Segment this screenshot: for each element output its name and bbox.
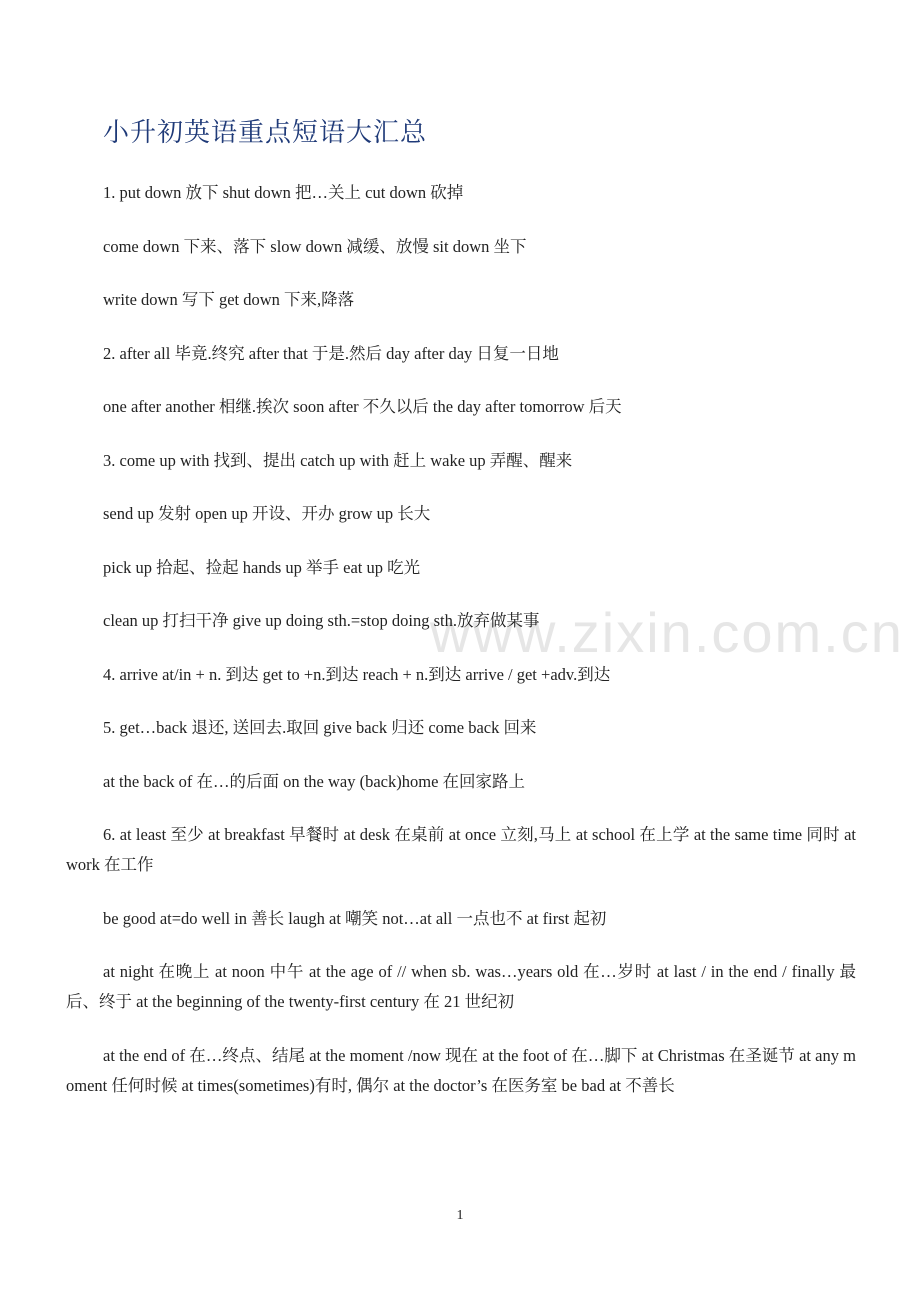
paragraph: come down 下来、落下 slow down 减缓、放慢 sit down 坐下 [103, 236, 527, 256]
paragraph: 1. put down 放下 shut down 把…关上 cut down 砍掉 [103, 183, 464, 202]
paragraph: be good at=do well in 善长 laugh at 嘲笑 not…at all 一点也不 at first 起初 [103, 908, 607, 928]
paragraph: one after another 相继.挨次 soon after 不久以后 the day after tomorrow 后天 [103, 397, 622, 416]
paragraph: at the end of 在…终点、结尾 at the moment /now 现在 at the foot of 在…脚下 at Christmas 在圣诞节 at any moment 任何时候 at times(sometimes)有时, 偶尔 at the doctor’s 在医务室 be bad at 不善长 [66, 1045, 856, 1095]
paragraph: clean up 打扫干净 give up doing sth.=stop doing sth.放弃做某事 [103, 611, 540, 630]
paragraph: send up 发射 open up 开设、开办 grow up 长大 [103, 504, 431, 523]
paragraph: 2. after all 毕竟.终究 after that 于是.然后 day after day 日复一日地 [103, 343, 559, 363]
watermark: www.zixin.com.cn [430, 601, 904, 664]
page-title: 小升初英语重点短语大汇总 [103, 118, 428, 147]
paragraph: write down 写下 get down 下来,降落 [103, 290, 355, 309]
paragraph: 5. get…back 退还, 送回去.取回 give back 归还 come back 回来 [103, 718, 537, 737]
paragraph: at night 在晚上 at noon 中午 at the age of // when sb. was…years old 在…岁时 at last / in the end / finally 最后、终于 at the beginning of the twenty-first century 在 21 世纪初 [66, 962, 856, 1011]
paragraph: 3. come up with 找到、提出 catch up with 赶上 wake up 弄醒、醒来 [103, 450, 573, 470]
paragraph: at the back of 在…的后面 on the way (back)home 在回家路上 [103, 771, 526, 791]
paragraph: 6. at least 至少 at breakfast 早餐时 at desk 在桌前 at once 立刻,马上 at school 在上学 at the same time 同时 at work 在工作 [66, 825, 856, 874]
paragraph: 4. arrive at/in + n. 到达 get to +n.到达 reach + n.到达 arrive / get +adv.到达 [103, 664, 611, 684]
document-body [66, 178, 856, 1124]
paragraph: pick up 拾起、捡起 hands up 举手 eat up 吃光 [103, 557, 421, 577]
page-number: 1 [456, 1208, 464, 1223]
